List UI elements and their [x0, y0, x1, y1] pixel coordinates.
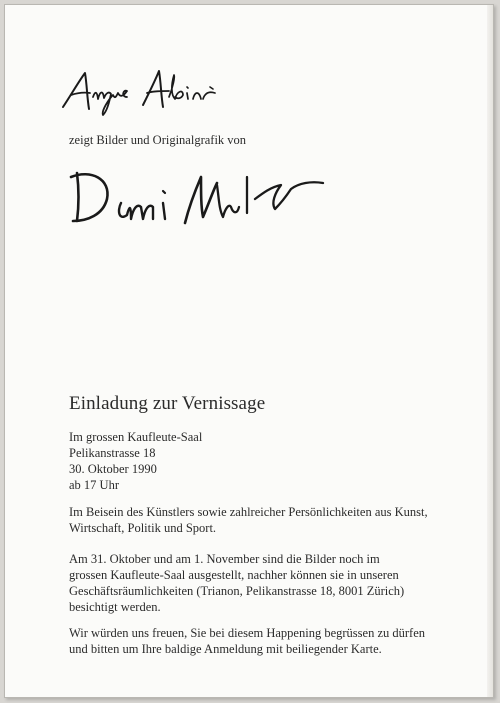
paragraph-line: besichtigt werden.: [69, 600, 161, 614]
invitation-card: [4, 4, 494, 698]
signature-angie-albin: [57, 67, 227, 119]
paragraph-line: Wir würden uns freuen, Sie bei diesem Happening begrüssen zu dürfen: [69, 626, 425, 640]
paragraph-guests: [69, 504, 428, 536]
paragraph-rsvp: [69, 625, 425, 657]
date-line: 30. Oktober 1990: [69, 462, 157, 476]
paragraph-line: Am 31. Oktober und am 1. November sind die Bilder noch im: [69, 552, 380, 566]
intro-text: zeigt Bilder und Originalgrafik von: [69, 133, 247, 147]
paragraph-line: Im Beisein des Künstlers sowie zahlreicher Persönlichkeiten aus Kunst,: [69, 505, 428, 519]
paragraph-line: Geschäftsräumlichkeiten (Trianon, Pelikanstrasse 18, 8001 Zürich): [69, 584, 405, 598]
paragraph-line: Wirtschaft, Politik und Sport.: [69, 521, 217, 535]
paragraph-line: und bitten um Ihre baldige Anmeldung mit beiliegender Karte.: [69, 642, 382, 656]
address-line: Pelikanstrasse 18: [69, 446, 156, 460]
signature-artist: [67, 163, 327, 233]
paragraph-exhibition: [69, 551, 404, 615]
invitation-heading: Einladung zur Vernissage: [69, 393, 266, 414]
paragraph-line: grossen Kaufleute-Saal ausgestellt, nachher können sie in unseren: [69, 568, 399, 582]
venue-details: [69, 429, 202, 493]
card-edge: [487, 5, 493, 697]
time-line: ab 17 Uhr: [69, 478, 119, 492]
venue-line: Im grossen Kaufleute-Saal: [69, 430, 203, 444]
